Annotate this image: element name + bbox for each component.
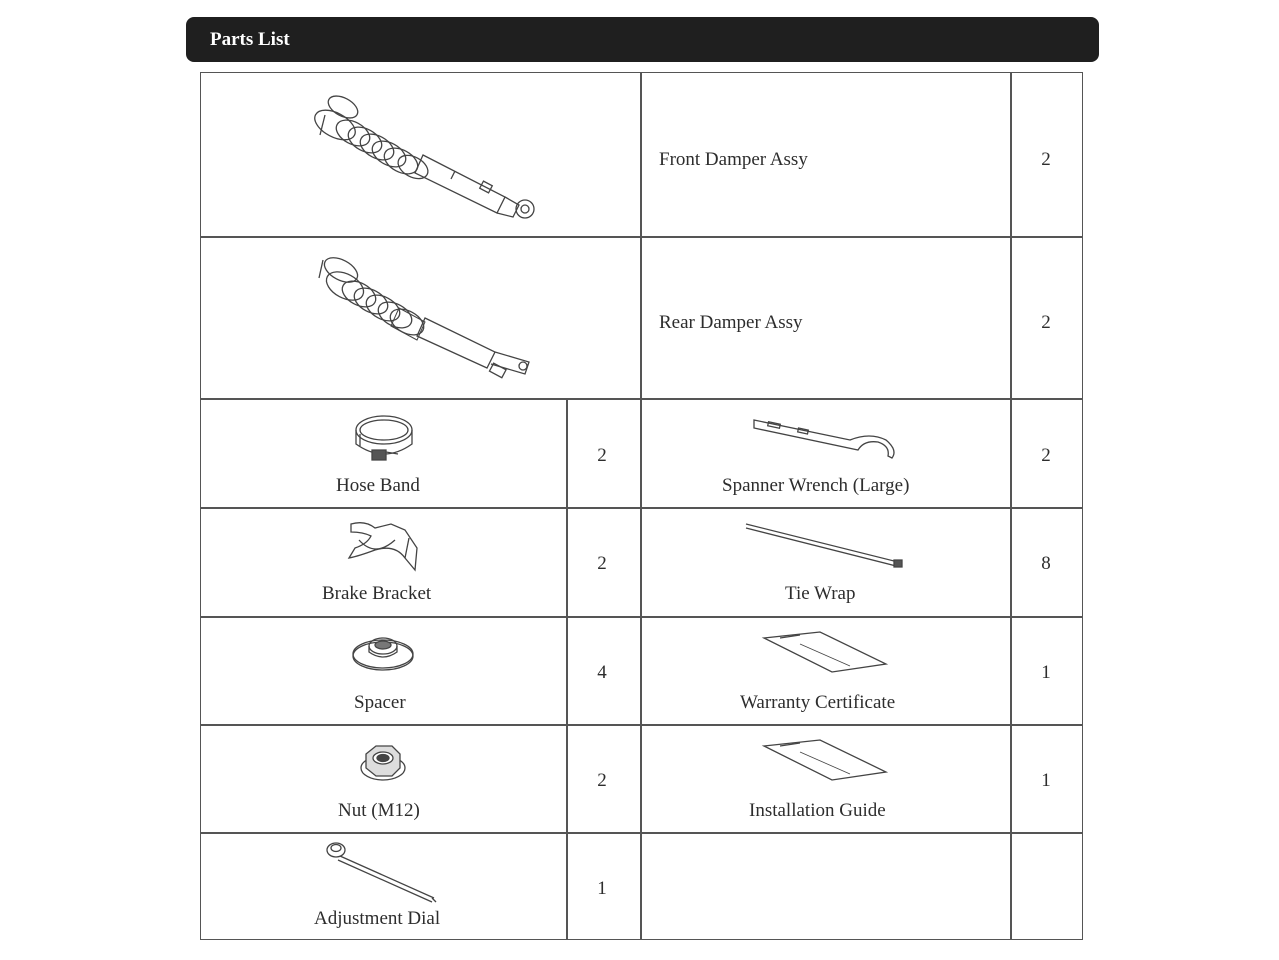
coilover-rear-icon	[305, 248, 545, 388]
part-qty-warranty: 1	[1041, 662, 1051, 683]
coilover-front-icon	[305, 85, 545, 225]
part-qty-adjustment-dial: 1	[597, 878, 607, 899]
part-name-hose-band: Hose Band	[336, 475, 420, 496]
part-name-rear-damper: Rear Damper Assy	[659, 312, 803, 333]
row-divider	[201, 616, 1082, 618]
row-divider	[201, 507, 1082, 509]
row-divider	[201, 236, 1082, 238]
part-name-tie-wrap: Tie Wrap	[785, 583, 856, 604]
part-name-brake-bracket: Brake Bracket	[322, 583, 432, 604]
brake-bracket-icon	[345, 518, 421, 574]
nut-icon	[358, 740, 408, 784]
part-name-adjustment-dial: Adjustment Dial	[314, 908, 441, 929]
part-name-install-guide: Installation Guide	[749, 800, 886, 821]
section-title: Parts List	[210, 29, 290, 50]
column-divider	[1010, 73, 1012, 939]
row-divider	[201, 724, 1082, 726]
part-qty-tie-wrap: 8	[1041, 553, 1051, 574]
part-name-front-damper: Front Damper Assy	[659, 149, 808, 170]
tie-wrap-icon	[742, 520, 907, 570]
hose-band-icon	[352, 408, 416, 466]
row-divider	[201, 832, 1082, 834]
section-header-bar	[186, 17, 1099, 62]
part-qty-rear-damper: 2	[1041, 312, 1051, 333]
part-qty-front-damper: 2	[1041, 149, 1051, 170]
column-divider	[566, 398, 568, 939]
document-icon	[760, 738, 890, 786]
part-qty-spanner-wrench: 2	[1041, 445, 1051, 466]
part-name-nut: Nut (M12)	[338, 800, 420, 821]
part-qty-install-guide: 1	[1041, 770, 1051, 791]
part-name-warranty: Warranty Certificate	[740, 692, 896, 713]
part-name-spacer: Spacer	[354, 692, 406, 713]
part-qty-hose-band: 2	[597, 445, 607, 466]
part-qty-brake-bracket: 2	[597, 553, 607, 574]
spacer-icon	[350, 630, 416, 674]
document-icon	[760, 630, 890, 678]
spanner-wrench-icon	[750, 410, 900, 460]
column-divider	[640, 73, 642, 939]
part-qty-nut: 2	[597, 770, 607, 791]
part-name-spanner-wrench: Spanner Wrench (Large)	[722, 475, 910, 496]
part-qty-spacer: 4	[597, 662, 607, 683]
row-divider	[201, 398, 1082, 400]
adjustment-dial-icon	[322, 840, 442, 904]
